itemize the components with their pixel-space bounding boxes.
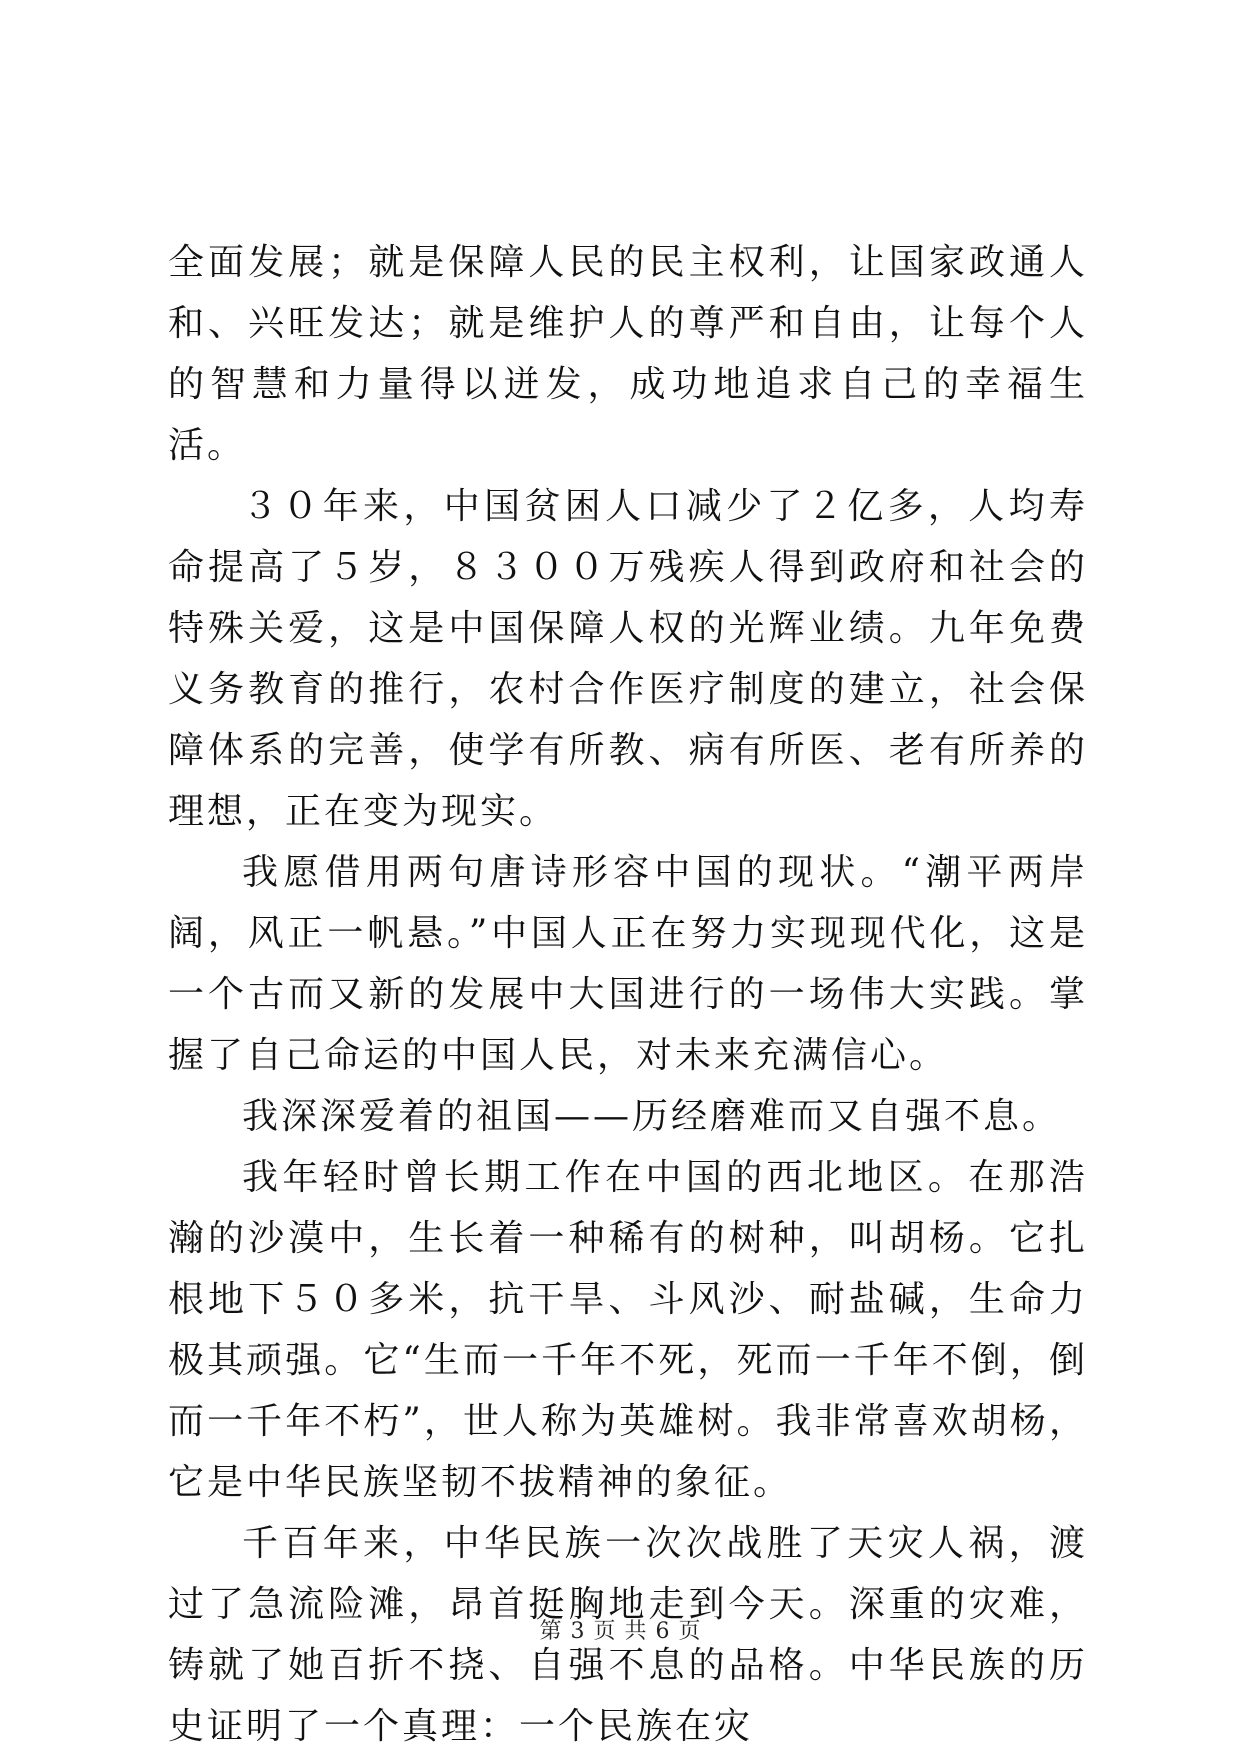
paragraph-2: ３０年来，中国贫困人口减少了２亿多，人均寿命提高了５岁，８３００万残疾人得到政府和社会的特殊关爱，这是中国保障人权的光辉业绩。九年免费义务教育的推行，农村合作医疗制度的建立，社会保障体系的完善，使学有所教、病有所医、老有所养的理想，正在变为现实。	[168, 486, 1088, 832]
paragraph-4: 我深深爱着的祖国——历经磨难而又自强不息。	[242, 1096, 1062, 1137]
paragraph-1: 全面发展；就是保障人民的民主权利，让国家政通人和、兴旺发达；就是维护人的尊严和自由，让每个人的智慧和力量得以迸发，成功地追求自己的幸福生活。	[168, 242, 1088, 466]
paragraph-3: 我愿借用两句唐诗形容中国的现状。“潮平两岸阔，风正一帆悬。”中国人正在努力实现现代化，这是一个古而又新的发展中大国进行的一场伟大实践。掌握了自己命运的中国人民，对未来充满信心。	[168, 852, 1088, 1076]
paragraph-6: 千百年来，中华民族一次次战胜了天灾人祸，渡过了急流险滩，昂首挺胸地走到今天。深重的灾难，铸就了她百折不挠、自强不息的品格。中华民族的历史证明了一个真理：一个民族在灾	[168, 1523, 1088, 1747]
page-number-footer: 第 3 页 共 6 页	[539, 1619, 702, 1644]
paragraph-5: 我年轻时曾长期工作在中国的西北地区。在那浩瀚的沙漠中，生长着一种稀有的树种，叫胡杨。它扎根地下５０多米，抗干旱、斗风沙、耐盐碱，生命力极其顽强。它“生而一千年不死，死而一千年不倒，倒而一千年不朽”，世人称为英雄树。我非常喜欢胡杨，它是中华民族坚韧不拔精神的象征。	[168, 1157, 1088, 1503]
body-text	[168, 232, 1088, 1757]
